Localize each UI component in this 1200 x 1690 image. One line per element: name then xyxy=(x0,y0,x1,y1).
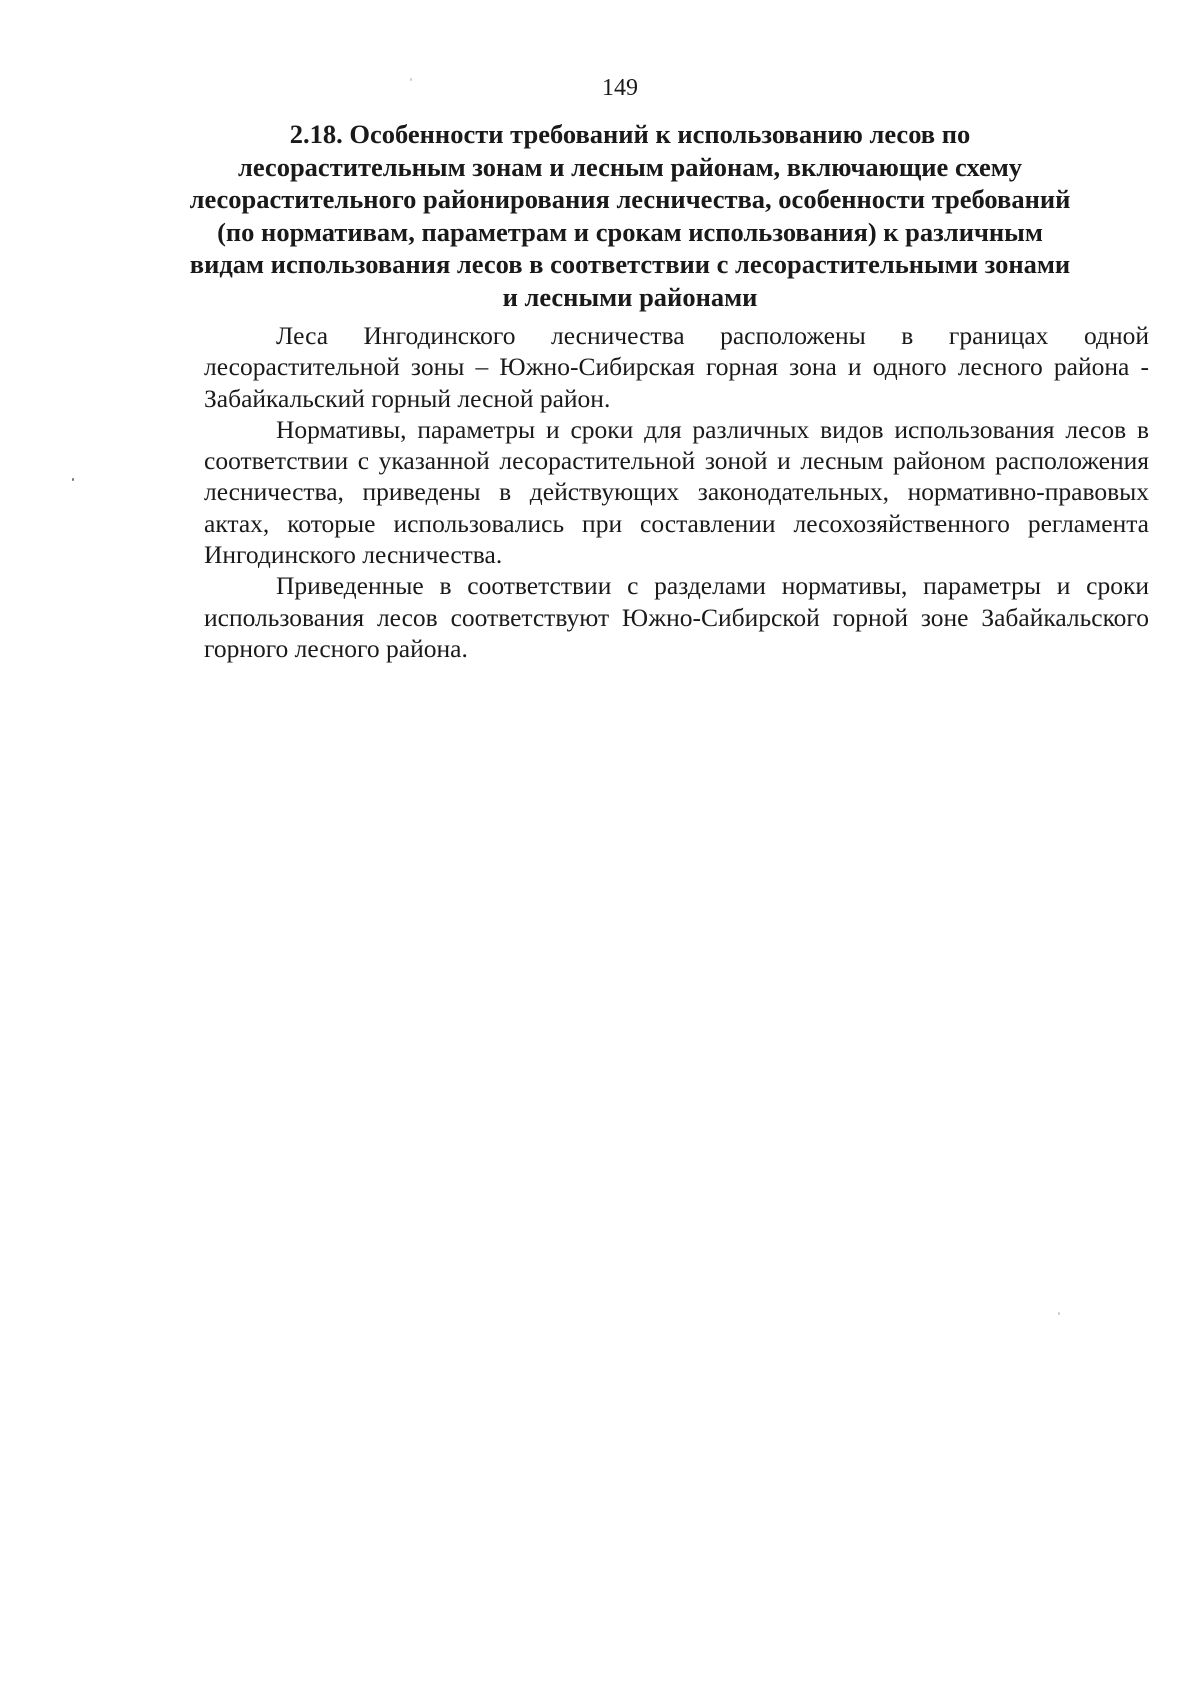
scan-speck xyxy=(410,78,412,81)
heading-line: лесорастительным зонам и лесным районам, включающие схему xyxy=(237,151,1023,182)
scan-speck xyxy=(1058,1312,1060,1315)
paragraph-standards: Нормативы, параметры и сроки для различных видов использования лесов в соответствии с указанной лесорастительной зоной и лесным районом расположения лесничества, приведены в действующих законодательных, нормативно-правовых актах, которые использовались при составлении лесохозяйственного регламента Ингодинского лесничества. xyxy=(204,414,1149,570)
paragraph-forest-zone: Леса Ингодинского лесничества расположены в границах одной лесорастительной зоны – Южно-Сибирская горная зона и одного лесного района - Забайкальский горный лесной район. xyxy=(204,321,1149,413)
heading-line: лесорастительного районирования лесничества, особенности требований xyxy=(189,184,1071,214)
heading-line: видам использования лесов в соответствии с лесорастительными зонами xyxy=(189,249,1071,279)
body-text xyxy=(204,320,1149,664)
scan-speck xyxy=(72,478,74,481)
heading-line: (по нормативам, параметрам и срокам использования) к различным xyxy=(217,216,1043,247)
paragraph-compliance: Приведенные в соответствии с разделами нормативы, параметры и сроки использования лесов соответствуют Южно-Сибирской горной зоне Забайкальского горного лесного района. xyxy=(204,571,1149,663)
heading-line: и лесными районами xyxy=(502,281,758,312)
section-heading xyxy=(180,118,1080,313)
heading-line: 2.18. Особенности требований к использованию лесов по xyxy=(289,119,971,149)
page-number: 149 xyxy=(602,75,638,101)
